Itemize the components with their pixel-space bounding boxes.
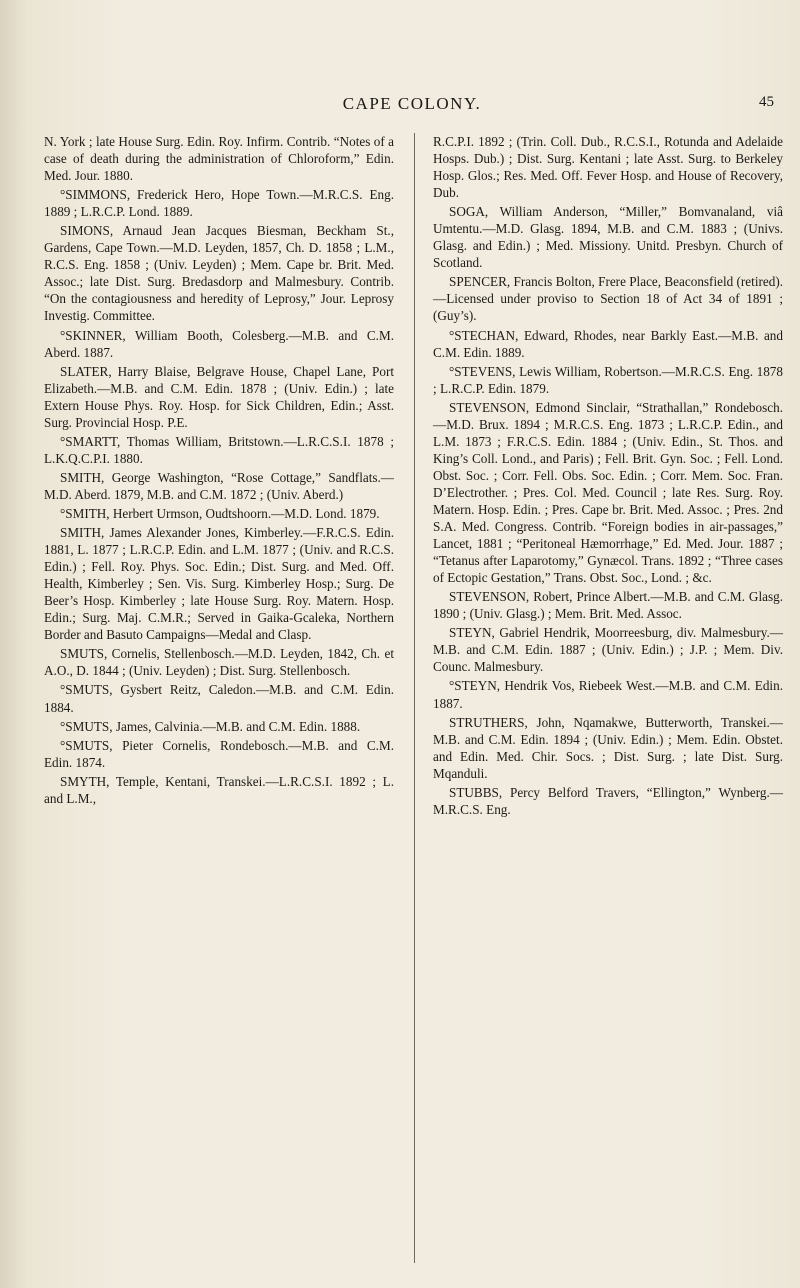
directory-entry: SLATER, Harry Blaise, Belgrave House, Chapel Lane, Port Elizabeth.—M.B. and C.M. Edin. 1878 ; (Univ. Edin.) ; late Extern House Phys. Roy. Hosp. for Sick Children, Edin.; Asst. Surg. Provincial Hosp. P.E. xyxy=(44,363,394,430)
directory-entry: STRUTHERS, John, Nqamakwe, Butterworth, Transkei.—M.B. and C.M. Edin. 1894 ; (Univ. Edin.) ; Mem. Edin. Obstet. and Edin. Med. Chir. Socs. ; Dist. Surg. ; late Dist. Surg. Mqanduli. xyxy=(433,714,783,781)
right-column xyxy=(433,133,783,820)
directory-entry: STUBBS, Percy Belford Travers, “Ellington,” Wynberg.—M.R.C.S. Eng. xyxy=(433,784,783,817)
running-title: CAPE COLONY. xyxy=(342,94,482,113)
directory-entry: SMYTH, Temple, Kentani, Transkei.—L.R.C.S.I. 1892 ; L. and L.M., xyxy=(44,773,394,806)
directory-entry: SOGA, William Anderson, “Miller,” Bomvanaland, viâ Umtentu.—M.D. Glasg. 1894, M.B. and C.M. 1883 ; (Univs. Glasg. and Edin.) ; Med. Missiony. Unitd. Presbyn. Church of Scotland. xyxy=(433,204,783,271)
directory-entry: °SMUTS, Pieter Cornelis, Rondebosch.—M.B. and C.M. Edin. 1874. xyxy=(44,737,394,770)
directory-entry: N. York ; late House Surg. Edin. Roy. Infirm. Contrib. “Notes of a case of death during the administration of Chloroform,” Edin. Med. Jour. 1880. xyxy=(44,134,394,184)
directory-entry: °SMUTS, Gysbert Reitz, Caledon.—M.B. and C.M. Edin. 1884. xyxy=(44,682,394,715)
directory-entry: °STECHAN, Edward, Rhodes, near Barkly East.—M.B. and C.M. Edin. 1889. xyxy=(433,327,783,360)
directory-entry: °SKINNER, William Booth, Colesberg.—M.B. and C.M. Aberd. 1887. xyxy=(44,327,394,360)
page-number: 45 xyxy=(759,94,774,110)
directory-entry: R.C.P.I. 1892 ; (Trin. Coll. Dub., R.C.S.I., Rotunda and Adelaide Hosps. Dub.) ; Dist. Surg. Kentani ; late Asst. Surg. to Berkeley Hosp. Glos.; Res. Med. Off. Fever Hosp. and House of Recovery, Dub. xyxy=(433,134,783,201)
directory-entry: STEYN, Gabriel Hendrik, Moorreesburg, div. Malmesbury.—M.B. and C.M. Edin. 1887 ; (Univ. Edin.) ; J.P. ; Mem. Div. Counc. Malmesbury. xyxy=(433,625,783,675)
directory-entry: °STEVENS, Lewis William, Robertson.—M.R.C.S. Eng. 1878 ; L.R.C.P. Edin. 1879. xyxy=(433,363,783,396)
directory-entry: SMITH, George Washington, “Rose Cottage,” Sandflats.—M.D. Aberd. 1879, M.B. and C.M. 1872 ; (Univ. Aberd.) xyxy=(44,469,394,502)
directory-entry: °STEYN, Hendrik Vos, Riebeek West.—M.B. and C.M. Edin. 1887. xyxy=(433,678,783,711)
directory-entry: SPENCER, Francis Bolton, Frere Place, Beaconsfield (retired).—Licensed under proviso to Section 18 of Act 34 of 1891 ; (Guy’s). xyxy=(433,274,784,324)
directory-entry: STEVENSON, Robert, Prince Albert.—M.B. and C.M. Glasg. 1890 ; (Univ. Glasg.) ; Mem. Brit. Med. Assoc. xyxy=(433,589,783,622)
page-header xyxy=(44,94,780,124)
directory-entry: SMITH, James Alexander Jones, Kimberley.—F.R.C.S. Edin. 1881, L. 1877 ; L.R.C.P. Edin. and L.M. 1877 ; (Univ. and R.C.S. Edin.) ; Fell. Roy. Phys. Soc. Edin.; Dist. Surg. and Med. Off. Health, Kimberley ; Sen. Vis. Surg. Kimberley Hosp.; Surg. De Beer’s Hosp. Kimberley ; late House Surg. Roy. Matern. Hosp. Edin.; Surg. Maj. C.M.R.; Served in Gaika-Gcaleka, Northern Border and Basuto Campaigns—Medal and Clasp. xyxy=(44,525,394,643)
directory-entry: SIMONS, Arnaud Jean Jacques Biesman, Beckham St., Gardens, Cape Town.—M.D. Leyden, 1857, Ch. D. 1858 ; L.M., R.C.S. Eng. 1858 ; (Univ. Leyden) ; Mem. Cape br. Brit. Med. Assoc.; late Dist. Surg. Bredasdorp and Malmesbury. Contrib. “On the contagiousness and heredity of Leprosy,” Jour. Leprosy Investig. Committee. xyxy=(44,223,394,324)
left-column xyxy=(44,133,394,809)
directory-entry: °SMITH, Herbert Urmson, Oudtshoorn.—M.D. Lond. 1879. xyxy=(60,505,380,521)
directory-entry: °SMARTT, Thomas William, Britstown.—L.R.C.S.I. 1878 ; L.K.Q.C.P.I. 1880. xyxy=(44,433,394,466)
column-divider xyxy=(414,133,415,1263)
directory-entry: SMUTS, Cornelis, Stellenbosch.—M.D. Leyden, 1842, Ch. et A.O., D. 1844 ; (Univ. Leyden) ; Dist. Surg. Stellenbosch. xyxy=(44,646,394,679)
directory-entry: °SIMMONS, Frederick Hero, Hope Town.—M.R.C.S. Eng. 1889 ; L.R.C.P. Lond. 1889. xyxy=(44,187,394,220)
directory-entry: STEVENSON, Edmond Sinclair, “Strathallan,” Rondebosch.—M.D. Brux. 1894 ; M.R.C.S. Eng. 1873 ; L.R.C.P. Edin., and L.M. 1873 ; F.R.C.S. Edin. 1884 ; (Univ. Edin., St. Thos. and King’s Coll. Lond., and Paris) ; Fell. Brit. Gyn. Soc. ; Fell. Lond. Obst. Soc. ; Corr. Fell. Obs. Soc. Edin. ; Corr. Mem. Soc. Fran. D’Electrother. ; Pres. Col. Med. Council ; late Res. Surg. Roy. Matern. Hosp. Edin. ; Pres. Cape br. Brit. Med. Assoc. ; Pres. 2nd S.A. Med. Congress. Contrib. “Foreign bodies in air-passages,” Lancet, 1881 ; “Peritoneal Hæmorrhage,” Ed. Med. Jour. 1887 ; “Tetanus after Laparotomy,” Gynæcol. Trans. 1892 ; “Three cases of Ectopic Gestation,” Trans. Obst. Soc., Lond. ; &c. xyxy=(433,399,783,586)
directory-entry: °SMUTS, James, Calvinia.—M.B. and C.M. Edin. 1888. xyxy=(60,718,361,734)
